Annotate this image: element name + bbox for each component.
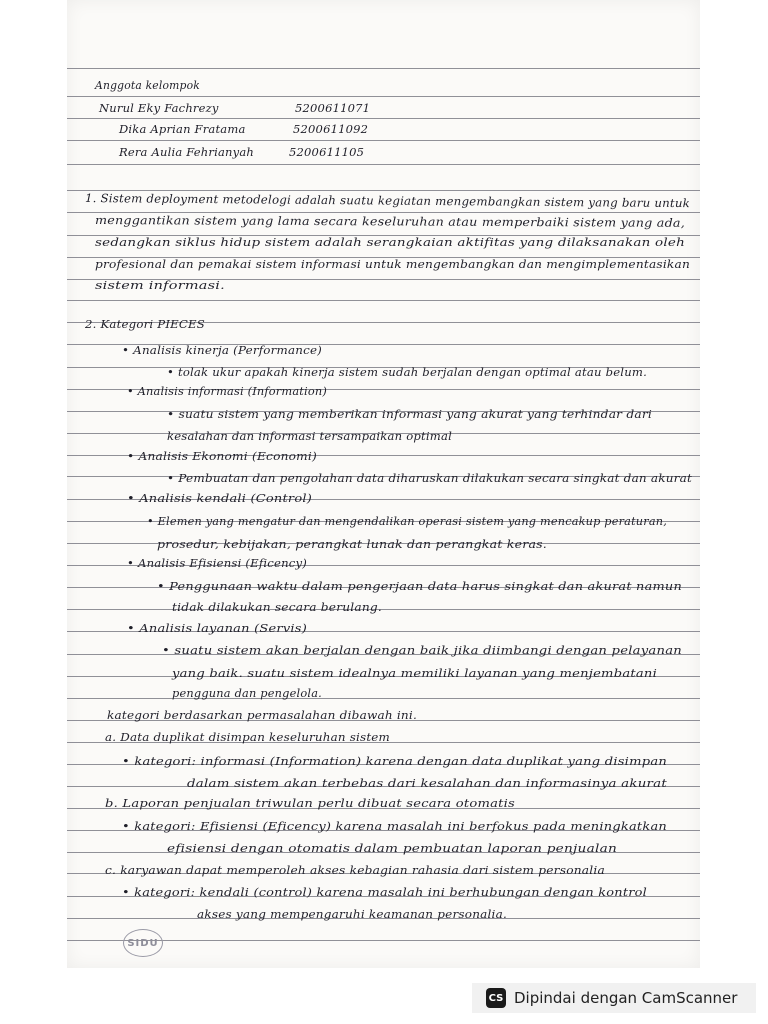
ruled-line <box>67 118 700 119</box>
case-answer: • kategori: informasi (Information) karena dengan data duplikat yang disimpan <box>122 754 667 768</box>
answer-2-heading: 2. Kategori PIECES <box>85 317 205 331</box>
member-nim: 5200611105 <box>289 145 365 159</box>
answer-1-line: sedangkan siklus hidup sistem adalah serangkaian aktifitas yang dilaksanakan oleh <box>95 235 685 249</box>
pieces-category: • Analisis Ekonomi (Economi) <box>127 449 317 463</box>
member-nim: 5200611071 <box>295 101 371 115</box>
member-nim: 5200611092 <box>293 122 369 136</box>
pieces-description: • Pembuatan dan pengolahan data diharuskan dilakukan secara singkat dan akurat <box>167 471 692 485</box>
camscanner-watermark <box>472 983 756 1013</box>
pieces-description: pengguna dan pengelola. <box>172 686 322 700</box>
cases-intro: kategori berdasarkan permasalahan dibawah ini. <box>107 708 417 722</box>
ruled-line <box>67 164 700 165</box>
case-problem: c. karyawan dapat memperoleh akses kebagian rahasia dari sistem personalia <box>105 863 605 877</box>
member-name: Nurul Eky Fachrezy <box>99 101 219 115</box>
stamp-text: SIDU <box>127 937 159 949</box>
ruled-line <box>67 96 700 97</box>
pieces-description: • suatu sistem yang memberikan informasi yang akurat yang terhindar dari <box>167 407 652 421</box>
pieces-description: • Elemen yang mengatur dan mengendalikan operasi sistem yang mencakup peraturan, <box>147 514 667 528</box>
pieces-category: • Analisis kinerja (Performance) <box>122 343 322 357</box>
notebook-page <box>67 0 700 968</box>
case-answer: • kategori: Efisiensi (Eficency) karena masalah ini berfokus pada meningkatkan <box>122 819 667 833</box>
pieces-description: yang baik. suatu sistem idealnya memiliki layanan yang menjembatani <box>172 666 657 680</box>
case-answer: efisiensi dengan otomatis dalam pembuatan laporan penjualan <box>167 841 617 855</box>
case-answer: • kategori: kendali (control) karena masalah ini berhubungan dengan kontrol <box>122 885 647 899</box>
group-title: Anggota kelompok <box>95 78 200 92</box>
case-problem: a. Data duplikat disimpan keseluruhan sistem <box>105 730 390 744</box>
answer-1-line: 1. Sistem deployment metodelogi adalah suatu kegiatan mengembangkan sistem yang baru untuk <box>84 191 691 211</box>
ruled-line <box>67 140 700 141</box>
pieces-description: • suatu sistem akan berjalan dengan baik jika diimbangi dengan pelayanan <box>162 643 682 657</box>
pieces-category: • Analisis kendali (Control) <box>127 491 312 505</box>
ruled-line <box>67 609 700 610</box>
pieces-description: tidak dilakukan secara berulang. <box>172 600 382 614</box>
pieces-description: • Penggunaan waktu dalam pengerjaan data harus singkat dan akurat namun <box>157 579 682 593</box>
answer-1-line: menggantikan sistem yang lama secara keseluruhan atau memperbaiki sistem yang ada, <box>94 213 686 230</box>
pieces-category: • Analisis Efisiensi (Eficency) <box>127 556 307 570</box>
pieces-category: • Analisis informasi (Information) <box>127 384 327 398</box>
ruled-line <box>67 698 700 699</box>
watermark-text: Dipindai dengan CamScanner <box>514 989 738 1007</box>
pieces-description: • tolak ukur apakah kinerja sistem sudah berjalan dengan optimal atau belum. <box>167 365 647 379</box>
case-answer: akses yang mempengaruhi keamanan personalia. <box>197 907 507 921</box>
pieces-description: prosedur, kebijakan, perangkat lunak dan perangkat keras. <box>157 537 547 551</box>
member-name: Dika Aprian Fratama <box>119 122 246 136</box>
camscanner-icon: CS <box>486 988 506 1008</box>
member-name: Rera Aulia Fehrianyah <box>119 145 255 159</box>
case-answer: dalam sistem akan terbebas dari kesalahan dan informasinya akurat <box>187 776 667 790</box>
pieces-category: • Analisis layanan (Servis) <box>127 621 307 635</box>
ruled-line <box>67 300 700 301</box>
case-problem: b. Laporan penjualan triwulan perlu dibuat secara otomatis <box>105 796 515 810</box>
answer-1-line: sistem informasi. <box>95 278 225 292</box>
answer-1-line: profesional dan pemakai sistem informasi untuk mengembangkan dan mengimplementasikan <box>95 257 690 271</box>
ruled-line <box>67 68 700 69</box>
sidu-stamp <box>123 929 163 957</box>
pieces-description: kesalahan dan informasi tersampaikan optimal <box>167 429 453 443</box>
